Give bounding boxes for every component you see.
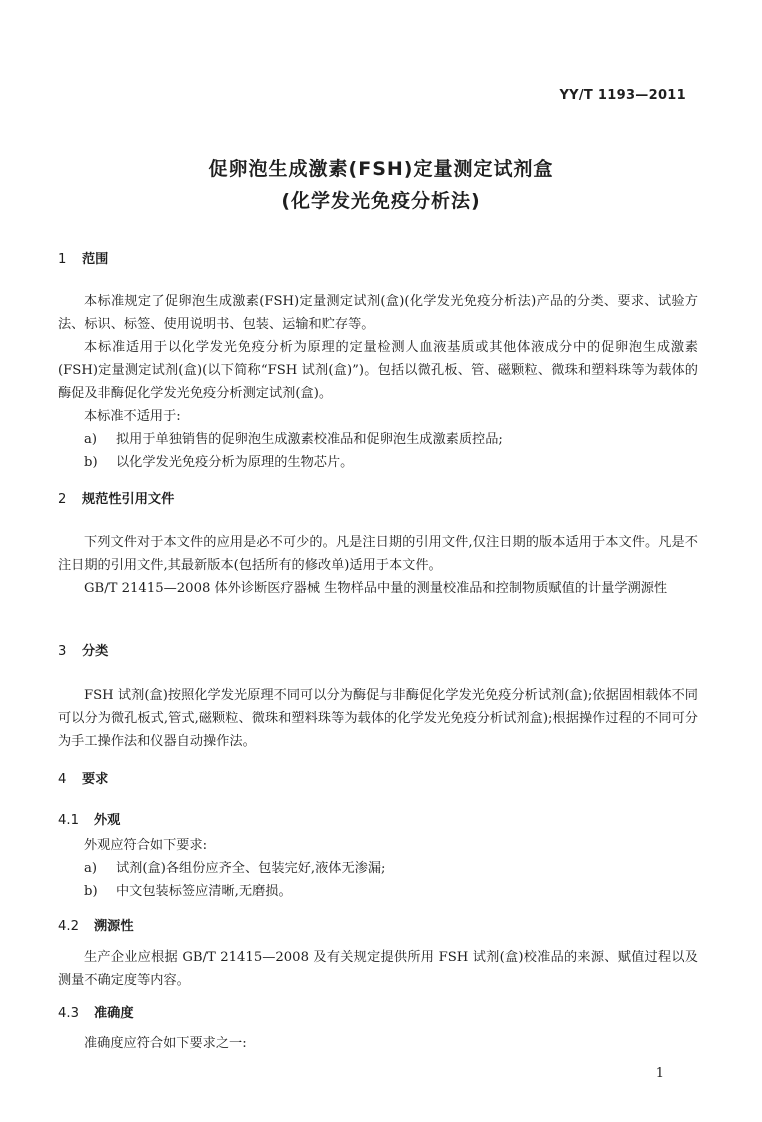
paragraph: 本标准适用于以化学发光免疫分析为原理的定量检测人血液基质或其他体液成分中的促卵泡生成激素(FSH)定量测定试剂(盒)(以下简称“FSH 试剂(盒)”)。包括以微孔板、管、磁颗粒、微珠和塑料珠等为载体的酶促及非酶促化学发光免疫分析测定试剂(盒)。: [58, 340, 698, 401]
section-4-2-body: [58, 946, 698, 992]
list-text: 试剂(盒)各组份应齐全、包装完好,液体无渗漏;: [116, 861, 386, 876]
normative-reference: GB/T 21415—2008 体外诊断医疗器械 生物样品中量的测量校准品和控制物质赋值的计量学溯源性: [84, 581, 668, 596]
list-item: [58, 880, 698, 903]
section-number: 1: [58, 252, 67, 267]
paragraph: FSH 试剂(盒)按照化学发光原理不同可以分为酶促与非酶促化学发光免疫分析试剂(盒);依据固相载体不同可以分为微孔板式,管式,磁颗粒、微珠和塑料珠等为载体的化学发光免疫分析试剂盒);根据操作过程的不同可分为手工操作法和仪器自动操作法。: [58, 688, 698, 749]
section-title: 溯源性: [94, 919, 134, 934]
paragraph: 生产企业应根据 GB/T 21415—2008 及有关规定提供所用 FSH 试剂(盒)校准品的来源、赋值过程以及测量不确定度等内容。: [58, 950, 698, 988]
section-number: 4.2: [58, 919, 79, 934]
paragraph: 准确度应符合如下要求之一:: [84, 1036, 247, 1051]
document-title: 促卵泡生成激素(FSH)定量测定试剂盒: [208, 158, 554, 180]
list-marker: b): [84, 455, 98, 470]
section-1-heading: [58, 248, 108, 267]
section-4-heading: [58, 768, 108, 787]
section-title: 准确度: [94, 1006, 134, 1021]
section-4-2-heading: [58, 915, 134, 934]
section-number: 4: [58, 772, 67, 787]
list-marker: a): [84, 861, 98, 876]
section-title: 范围: [82, 252, 109, 267]
section-3-body: [58, 684, 698, 753]
paragraph: 本标准不适用于:: [84, 409, 181, 424]
section-2-heading: [58, 488, 174, 507]
list-marker: b): [84, 884, 98, 899]
page-number: 1: [655, 1066, 664, 1081]
section-2-body: [58, 531, 698, 600]
list-marker: a): [84, 432, 98, 447]
section-number: 3: [58, 644, 67, 659]
section-number: 4.3: [58, 1006, 79, 1021]
section-4-3-heading: [58, 1002, 134, 1021]
section-number: 4.1: [58, 813, 79, 828]
list-item: [58, 857, 698, 880]
section-4-3-body: [58, 1032, 698, 1055]
list-item: [58, 451, 698, 474]
section-title: 要求: [82, 772, 109, 787]
paragraph: 本标准规定了促卵泡生成激素(FSH)定量测定试剂(盒)(化学发光免疫分析法)产品的分类、要求、试验方法、标识、标签、使用说明书、包装、运输和贮存等。: [58, 294, 698, 332]
standard-number: YY/T 1193—2011: [559, 88, 686, 103]
list-text: 以化学发光免疫分析为原理的生物芯片。: [116, 455, 354, 470]
section-number: 2: [58, 492, 67, 507]
paragraph: 外观应符合如下要求:: [84, 838, 208, 853]
list-text: 拟用于单独销售的促卵泡生成激素校准品和促卵泡生成激素质控品;: [116, 432, 503, 447]
section-1-body: [58, 290, 698, 474]
section-title: 外观: [94, 813, 121, 828]
list-text: 中文包装标签应清晰,无磨损。: [116, 884, 292, 899]
paragraph: 下列文件对于本文件的应用是必不可少的。凡是注日期的引用文件,仅注日期的版本适用于本文件。凡是不注日期的引用文件,其最新版本(包括所有的修改单)适用于本文件。: [58, 535, 698, 573]
document-subtitle: (化学发光免疫分析法): [281, 190, 481, 212]
list-item: [58, 428, 698, 451]
section-4-1-body: [58, 834, 698, 903]
section-3-heading: [58, 640, 108, 659]
section-title: 分类: [82, 644, 109, 659]
section-4-1-heading: [58, 809, 120, 828]
section-title: 规范性引用文件: [82, 492, 175, 507]
